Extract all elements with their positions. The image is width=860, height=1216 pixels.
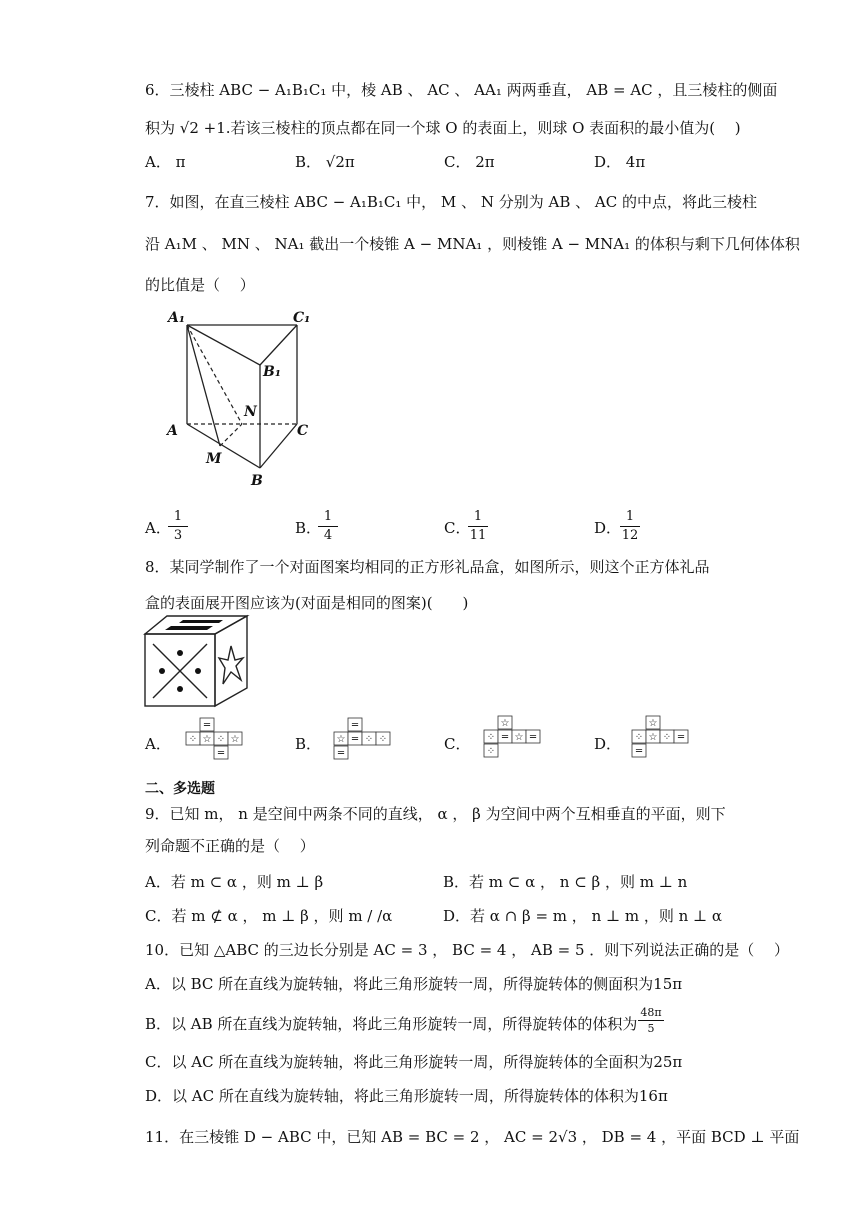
q6-option-d: D． 4π xyxy=(594,153,646,171)
svg-text:⁘: ⁘ xyxy=(486,746,496,757)
section-title: 二、多选题 xyxy=(145,781,215,797)
numerator: 1 xyxy=(173,509,183,524)
q9-line1: 9．已知 m， n 是空间中两条不同的直线， α ， β 为空间中两个互相垂直的平面，则下 xyxy=(145,805,726,823)
q10-line1: 10．已知 △ABC 的三边长分别是 AC = 3 ， BC = 4 ， AB = 5 ．则下列说法正确的是（ ） xyxy=(145,941,790,959)
numerator: 1 xyxy=(473,509,483,524)
label-m: M xyxy=(206,451,222,467)
q7-line3: 的比值是（ ） xyxy=(145,276,255,294)
svg-text:⁘: ⁘ xyxy=(662,732,672,743)
svg-text:☆: ☆ xyxy=(648,718,658,729)
label-c: C xyxy=(297,423,309,439)
q7-option-d-fraction xyxy=(618,509,642,544)
label-b: B xyxy=(251,473,263,489)
q10-option-b-fraction xyxy=(636,1006,666,1035)
q6-line1: 6．三棱柱 ABC − A₁B₁C₁ 中，棱 AB 、 AC 、 AA₁ 两两垂直， AB = AC ，且三棱柱的侧面 xyxy=(145,81,778,99)
net-a xyxy=(180,716,252,764)
label-b1: B₁ xyxy=(263,364,281,380)
denominator: 3 xyxy=(173,528,183,543)
svg-text:⁘: ⁘ xyxy=(364,734,374,745)
q8-option-b-letter: B． xyxy=(295,735,322,753)
q9-option-a: A．若 m ⊂ α ，则 m ⊥ β xyxy=(145,873,324,891)
net-d xyxy=(626,714,702,770)
q10-option-c: C．以 AC 所在直线为旋转轴，将此三角形旋转一周，所得旋转体的全面积为25π xyxy=(145,1053,683,1071)
q7-option-c-letter: C． xyxy=(444,519,471,537)
svg-text:☆: ☆ xyxy=(500,718,510,729)
denominator: 5 xyxy=(647,1022,655,1035)
q7-option-a-fraction xyxy=(166,509,190,544)
net-c xyxy=(478,714,550,770)
svg-text:☆: ☆ xyxy=(336,734,346,745)
q9-option-b: B．若 m ⊂ α ， n ⊂ β ，则 m ⊥ n xyxy=(443,873,688,891)
q8-line2: 盒的表面展开图应该为(对面是相同的图案)( ) xyxy=(145,594,469,612)
q6-line2: 积为 √2 +1.若该三棱柱的顶点都在同一个球 O 的表面上，则球 O 表面积的最小值为( ) xyxy=(145,119,741,137)
numerator: 1 xyxy=(625,509,635,524)
svg-text:⁘: ⁘ xyxy=(378,734,388,745)
net-b xyxy=(330,716,402,768)
svg-text:☆: ☆ xyxy=(514,732,524,743)
denominator: 4 xyxy=(323,528,333,543)
q7-option-b-letter: B． xyxy=(295,519,322,537)
svg-text:═: ═ xyxy=(217,748,225,759)
svg-text:⁘: ⁘ xyxy=(216,734,226,745)
q10-option-d: D．以 AC 所在直线为旋转轴，将此三角形旋转一周，所得旋转体的体积为16π xyxy=(145,1087,668,1105)
svg-text:⁘: ⁘ xyxy=(486,732,496,743)
q9-line2: 列命题不正确的是（ ） xyxy=(145,837,315,855)
q9-option-c: C．若 m ⊄ α ， m ⊥ β ，则 m / /α xyxy=(145,907,393,925)
gift-box-cube xyxy=(143,614,253,710)
svg-text:═: ═ xyxy=(351,720,359,731)
q7-option-c-fraction xyxy=(466,509,490,544)
q10-option-b: B．以 AB 所在直线为旋转轴，将此三角形旋转一周，所得旋转体的体积为 xyxy=(145,1015,638,1033)
svg-text:☆: ☆ xyxy=(230,734,240,745)
label-n: N xyxy=(244,404,257,420)
q8-line1: 8．某同学制作了一个对面图案均相同的正方形礼品盒，如图所示，则这个正方体礼品 xyxy=(145,558,710,576)
svg-text:⁘: ⁘ xyxy=(188,734,198,745)
label-a1: A₁ xyxy=(168,310,185,326)
svg-text:═: ═ xyxy=(635,746,643,757)
q7-option-b-fraction xyxy=(316,509,340,544)
numerator: 1 xyxy=(323,509,333,524)
q6-option-a: A． π xyxy=(145,153,186,171)
q7-line2: 沿 A₁M 、 MN 、 NA₁ 截出一个棱锥 A − MNA₁ ，则棱锥 A − MNA₁ 的体积与剩下几何体体积 xyxy=(145,235,800,253)
svg-text:☆: ☆ xyxy=(648,732,658,743)
prism-figure xyxy=(160,300,320,495)
svg-text:═: ═ xyxy=(529,732,537,743)
q7-option-d-letter: D． xyxy=(594,519,622,537)
svg-text:═: ═ xyxy=(677,732,685,743)
q6-option-c: C． 2π xyxy=(444,153,495,171)
q8-option-c-letter: C． xyxy=(444,735,471,753)
q8-option-a-letter: A． xyxy=(145,735,171,753)
numerator: 48π xyxy=(640,1006,662,1019)
label-c1: C₁ xyxy=(293,310,311,326)
denominator: 11 xyxy=(469,528,487,543)
q7-option-a-letter: A． xyxy=(145,519,171,537)
svg-text:═: ═ xyxy=(501,732,509,743)
svg-text:═: ═ xyxy=(337,748,345,759)
svg-text:☆: ☆ xyxy=(202,734,212,745)
svg-text:═: ═ xyxy=(203,720,211,731)
denominator: 12 xyxy=(621,528,639,543)
q6-option-b: B． √2π xyxy=(295,153,355,171)
label-a: A xyxy=(167,423,178,439)
q11-line1: 11．在三棱锥 D − ABC 中，已知 AB = BC = 2 ， AC = 2√3 ， DB = 4 ，平面 BCD ⊥ 平面 xyxy=(145,1128,800,1146)
q10-option-a: A．以 BC 所在直线为旋转轴，将此三角形旋转一周，所得旋转体的侧面积为15π xyxy=(145,975,683,993)
q8-option-d-letter: D． xyxy=(594,735,622,753)
q7-line1: 7．如图，在直三棱柱 ABC − A₁B₁C₁ 中， M 、 N 分别为 AB 、 AC 的中点，将此三棱柱 xyxy=(145,193,757,211)
svg-text:═: ═ xyxy=(351,734,359,745)
q9-option-d: D．若 α ∩ β = m ， n ⊥ m ，则 n ⊥ α xyxy=(443,907,723,925)
svg-text:⁘: ⁘ xyxy=(634,732,644,743)
